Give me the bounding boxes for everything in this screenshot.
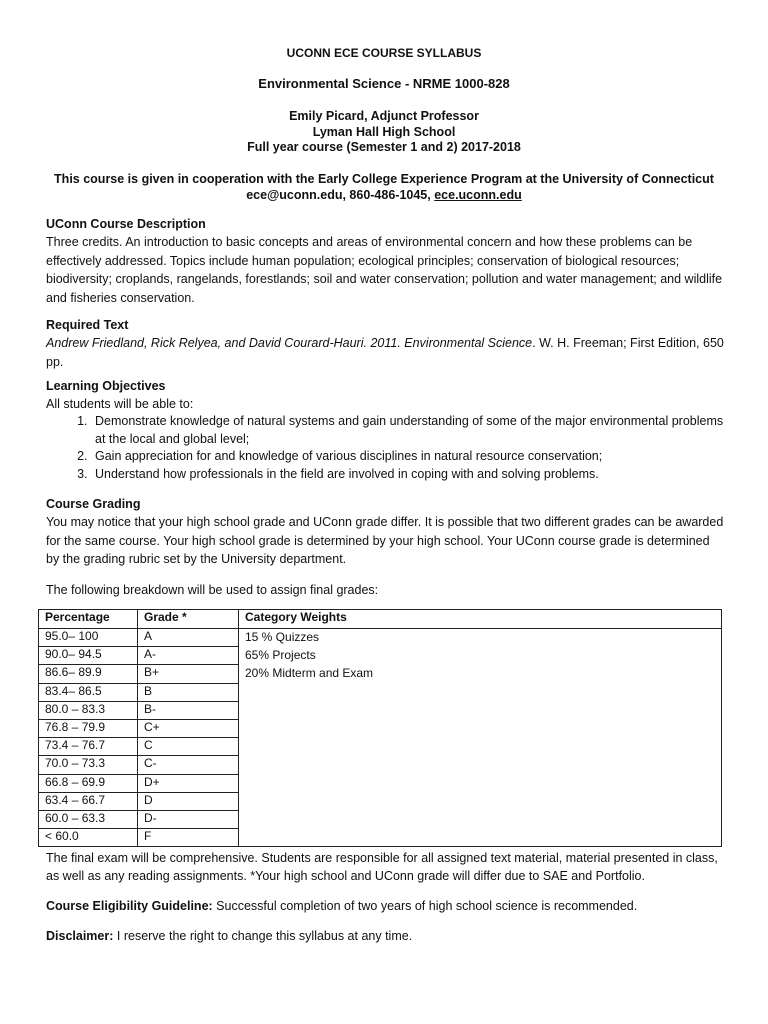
percentage-cell: 66.8 – 69.9	[39, 774, 138, 792]
school-name: Lyman Hall High School	[312, 124, 456, 139]
percentage-cell: 90.0– 94.5	[39, 647, 138, 665]
eligibility-label: Course Eligibility Guideline:	[46, 899, 213, 913]
weight-quizzes: 15 % Quizzes	[245, 630, 320, 644]
course-name: Environmental Science - NRME 1000-828	[258, 76, 510, 91]
citation-authors-title: Andrew Friedland, Rick Relyea, and David Courard-Hauri. 2011. Environmental Science	[46, 336, 533, 351]
objective-item: 1. Demonstrate knowledge of natural systems and gain understanding of some of the major environmental problems at the local and global level;	[91, 413, 726, 448]
percentage-cell: 60.0 – 63.3	[39, 810, 138, 828]
breakdown-intro: The following breakdown will be used to assign final grades:	[46, 583, 379, 597]
grade-cell: A	[138, 629, 239, 647]
course-description-heading: UConn Course Description	[46, 217, 206, 231]
grade-cell: D+	[138, 774, 239, 792]
document-title: UCONN ECE COURSE SYLLABUS	[286, 46, 482, 60]
course-grading-section	[46, 495, 726, 569]
course-description-section	[46, 215, 726, 307]
category-weights-cell	[239, 629, 722, 847]
column-header-grade: Grade *	[138, 610, 239, 629]
grade-cell: B	[138, 683, 239, 701]
column-header-percentage: Percentage	[39, 610, 138, 629]
table-header-row	[39, 610, 722, 629]
percentage-cell: 73.4 – 76.7	[39, 738, 138, 756]
objective-item: 3. Understand how professionals in the field are involved in coping with and solving problems.	[91, 466, 726, 484]
cooperation-statement: This course is given in cooperation with the Early College Experience Program at the University of Connecticut	[54, 172, 714, 186]
course-term: Full year course (Semester 1 and 2) 2017-2018	[247, 140, 521, 154]
percentage-cell: 80.0 – 83.3	[39, 701, 138, 719]
contact-info: ece@uconn.edu, 860-486-1045,	[246, 187, 431, 202]
percentage-cell: 63.4 – 66.7	[39, 792, 138, 810]
course-grading-heading: Course Grading	[46, 497, 141, 511]
percentage-cell: 95.0– 100	[39, 629, 138, 647]
percentage-cell: 83.4– 86.5	[39, 683, 138, 701]
learning-objectives-heading: Learning Objectives	[46, 379, 166, 393]
percentage-cell: 76.8 – 79.9	[39, 719, 138, 737]
grade-cell: D	[138, 792, 239, 810]
grade-cell: C-	[138, 756, 239, 774]
percentage-cell: 70.0 – 73.3	[39, 756, 138, 774]
required-text-section	[46, 316, 726, 371]
grade-cell: F	[138, 829, 239, 847]
table-row	[39, 629, 722, 647]
grade-cell: B+	[138, 665, 239, 683]
disclaimer-text: I reserve the right to change this syllabus at any time.	[113, 929, 413, 943]
cooperation-block	[0, 172, 768, 203]
disclaimer-label: Disclaimer:	[46, 929, 114, 943]
contact-line	[0, 188, 768, 204]
weight-projects: 65% Projects	[245, 647, 316, 662]
grading-table	[38, 609, 722, 847]
grade-cell: D-	[138, 810, 239, 828]
learning-objectives-list	[46, 413, 726, 483]
objective-item: 2. Gain appreciation for and knowledge of various disciplines in natural resource conservation;	[91, 448, 726, 466]
grade-cell: C	[138, 738, 239, 756]
citation-publisher: . W. H. Freeman; First Edition, 650 pp.	[46, 336, 724, 369]
instructor-name: Emily Picard, Adjunct Professor	[289, 109, 479, 123]
disclaimer	[46, 927, 726, 945]
learning-objectives-section	[46, 378, 726, 484]
grade-cell: A-	[138, 647, 239, 665]
required-text-citation	[46, 334, 726, 371]
weight-midterm-exam: 20% Midterm and Exam	[245, 665, 374, 680]
final-exam-note: The final exam will be comprehensive. Students are responsible for all assigned text material, material presented in class, as well as any reading assignments. *Your high school and UConn grade will differ due to SAE and Portfolio.	[46, 851, 718, 884]
grade-cell: C+	[138, 719, 239, 737]
percentage-cell: 86.6– 89.9	[39, 665, 138, 683]
column-header-category-weights: Category Weights	[239, 610, 722, 629]
percentage-cell: < 60.0	[39, 829, 138, 847]
required-text-heading: Required Text	[46, 318, 129, 332]
instructor-block	[0, 109, 768, 156]
course-description-text: Three credits. An introduction to basic concepts and areas of environmental concern and how these problems can be effectively addressed. Topics include human population; ecological principles; conservation of biological resources; biodiversity; croplands, rangelands, forestlands; soil and water conservation; pollution and water management; and wildlife and fisheries conservation.	[46, 235, 723, 305]
ece-website-link[interactable]: ece.uconn.edu	[434, 187, 522, 202]
eligibility-text: Successful completion of two years of high school science is recommended.	[212, 899, 638, 913]
eligibility-guideline	[46, 897, 726, 915]
grade-cell: B-	[138, 701, 239, 719]
course-grading-text: You may notice that your high school grade and UConn grade differ. It is possible that two different grades can be awarded for the same course. Your high school grade is determined by your high school. Your UConn course grade is determined by the grading rubric set by the University department.	[46, 515, 724, 567]
learning-objectives-intro: All students will be able to:	[46, 396, 194, 411]
